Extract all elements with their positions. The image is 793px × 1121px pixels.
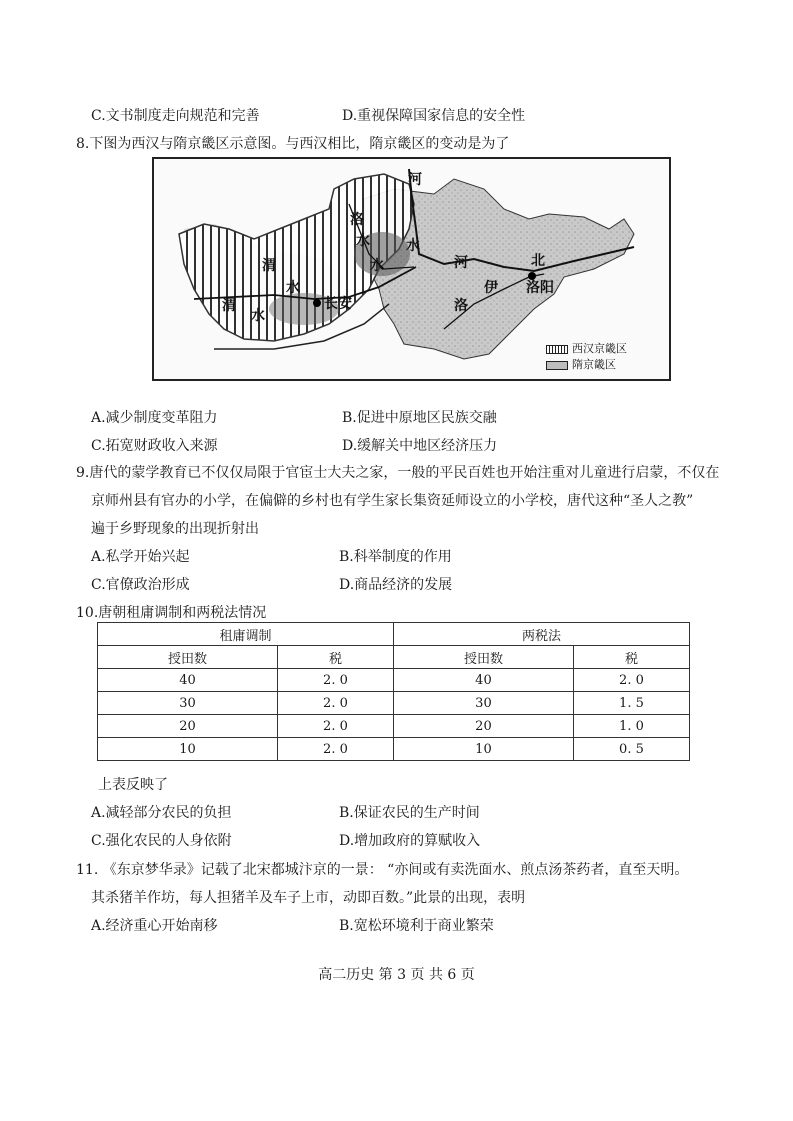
table-row [98, 692, 690, 715]
col-land-2: 授田数 [393, 646, 573, 669]
q9-stem-line2: 京师州县有官办的小学，在偏僻的乡村也有学生家长集资延师设立的小学校，唐代这种“圣人之教” [91, 493, 694, 509]
map-label-shui2: 水 [406, 238, 420, 254]
table-cell: 2. 0 [277, 715, 393, 738]
tax-comparison-table [97, 622, 690, 761]
q11-option-a: A.经济重心开始南移 [91, 918, 218, 934]
legend-swatch-sui [546, 361, 568, 370]
table-cell: 40 [393, 669, 573, 692]
page-footer: 高二历史 第 3 页 共 6 页 [318, 967, 475, 983]
table-cell: 2. 0 [573, 669, 689, 692]
table-cell: 2. 0 [277, 669, 393, 692]
map-label-wei2: 渭 [222, 298, 236, 314]
legend-label-sui: 隋京畿区 [572, 358, 616, 371]
capital-region-map [152, 157, 671, 381]
q10-option-b: B.保证农民的生产时间 [339, 805, 480, 821]
q10-option-d: D.增加政府的算赋收入 [339, 833, 481, 849]
table-cell: 1. 0 [573, 715, 689, 738]
map-label-he2: 河 [454, 255, 468, 271]
q10-stem: 10.唐朝租庸调制和两税法情况 [76, 605, 267, 621]
q8-option-d: D.缓解关中地区经济压力 [342, 438, 498, 454]
q9-option-d: D.商品经济的发展 [339, 577, 453, 593]
table-cell: 2. 0 [277, 738, 393, 761]
table-cell: 20 [98, 715, 278, 738]
legend-label-xihan: 西汉京畿区 [572, 342, 627, 355]
map-label-shui4: 水 [286, 280, 300, 296]
table-group-liangshuifa: 两税法 [393, 623, 689, 646]
q11-option-b: B.宽松环境利于商业繁荣 [339, 918, 494, 934]
map-label-luoyang: 洛阳 [526, 280, 554, 296]
table-cell: 10 [393, 738, 573, 761]
q8-option-b: B.促进中原地区民族交融 [342, 410, 497, 426]
map-label-wei: 渭 [262, 258, 276, 274]
q10-question: 上表反映了 [98, 777, 168, 793]
q8-stem: 8.下图为西汉与隋京畿区示意图。与西汉相比，隋京畿区的变动是为了 [76, 136, 510, 152]
q8-option-a: A.减少制度变革阻力 [91, 410, 218, 426]
map-label-bei: 北 [531, 253, 545, 269]
q11-stem-line1: 11. 《东京梦华录》记载了北宋都城汴京的一景： “亦间或有卖洗面水、煎点汤茶药者，直至天明。 [76, 862, 689, 878]
legend-swatch-xihan [546, 345, 568, 354]
col-tax-1: 税 [277, 646, 393, 669]
q9-stem-line1: 9.唐代的蒙学教育已不仅仅局限于官宦士大夫之家，一般的平民百姓也开始注重对儿童进行启蒙，不仅在 [76, 465, 720, 481]
q7-option-d: D.重视保障国家信息的安全性 [342, 108, 526, 124]
table-cell: 10 [98, 738, 278, 761]
q9-option-b: B.科举制度的作用 [339, 549, 452, 565]
map-label-shui3: 水 [370, 258, 384, 274]
table-row [98, 669, 690, 692]
map-label-shui1: 水 [356, 233, 370, 249]
table-cell: 1. 5 [573, 692, 689, 715]
col-tax-2: 税 [573, 646, 689, 669]
map-label-he: 河 [408, 172, 422, 188]
table-cell: 30 [393, 692, 573, 715]
map-label-ke: 水 [251, 308, 265, 324]
q8-option-c: C.拓宽财政收入来源 [91, 438, 218, 454]
table-header-row [98, 623, 690, 646]
map-label-luo2: 洛 [454, 298, 468, 314]
col-land-1: 授田数 [98, 646, 278, 669]
table-row [98, 738, 690, 761]
q7-option-c: C.文书制度走向规范和完善 [91, 108, 260, 124]
q9-option-a: A.私学开始兴起 [91, 549, 190, 565]
q9-stem-line3: 遍于乡野现象的出现折射出 [91, 521, 259, 537]
table-subheader-row [98, 646, 690, 669]
q10-option-a: A.减轻部分农民的负担 [91, 805, 232, 821]
table-cell: 40 [98, 669, 278, 692]
table-cell: 2. 0 [277, 692, 393, 715]
table-row [98, 715, 690, 738]
map-label-changan: 长安 [324, 296, 352, 312]
changan-dot [313, 299, 321, 307]
map-label-yi: 伊 [484, 280, 498, 296]
table-cell: 20 [393, 715, 573, 738]
luoyang-dot [528, 272, 536, 280]
table-group-zuyongdiao: 租庸调制 [98, 623, 394, 646]
q11-stem-line2: 其杀猪羊作坊，每人担猪羊及车子上市，动即百数。”此景的出现，表明 [91, 890, 526, 906]
map-legend [546, 341, 627, 373]
map-label-luo: 洛 [350, 212, 364, 228]
q10-option-c: C.强化农民的人身依附 [91, 833, 232, 849]
table-cell: 30 [98, 692, 278, 715]
table-cell: 0. 5 [573, 738, 689, 761]
q9-option-c: C.官僚政治形成 [91, 577, 190, 593]
